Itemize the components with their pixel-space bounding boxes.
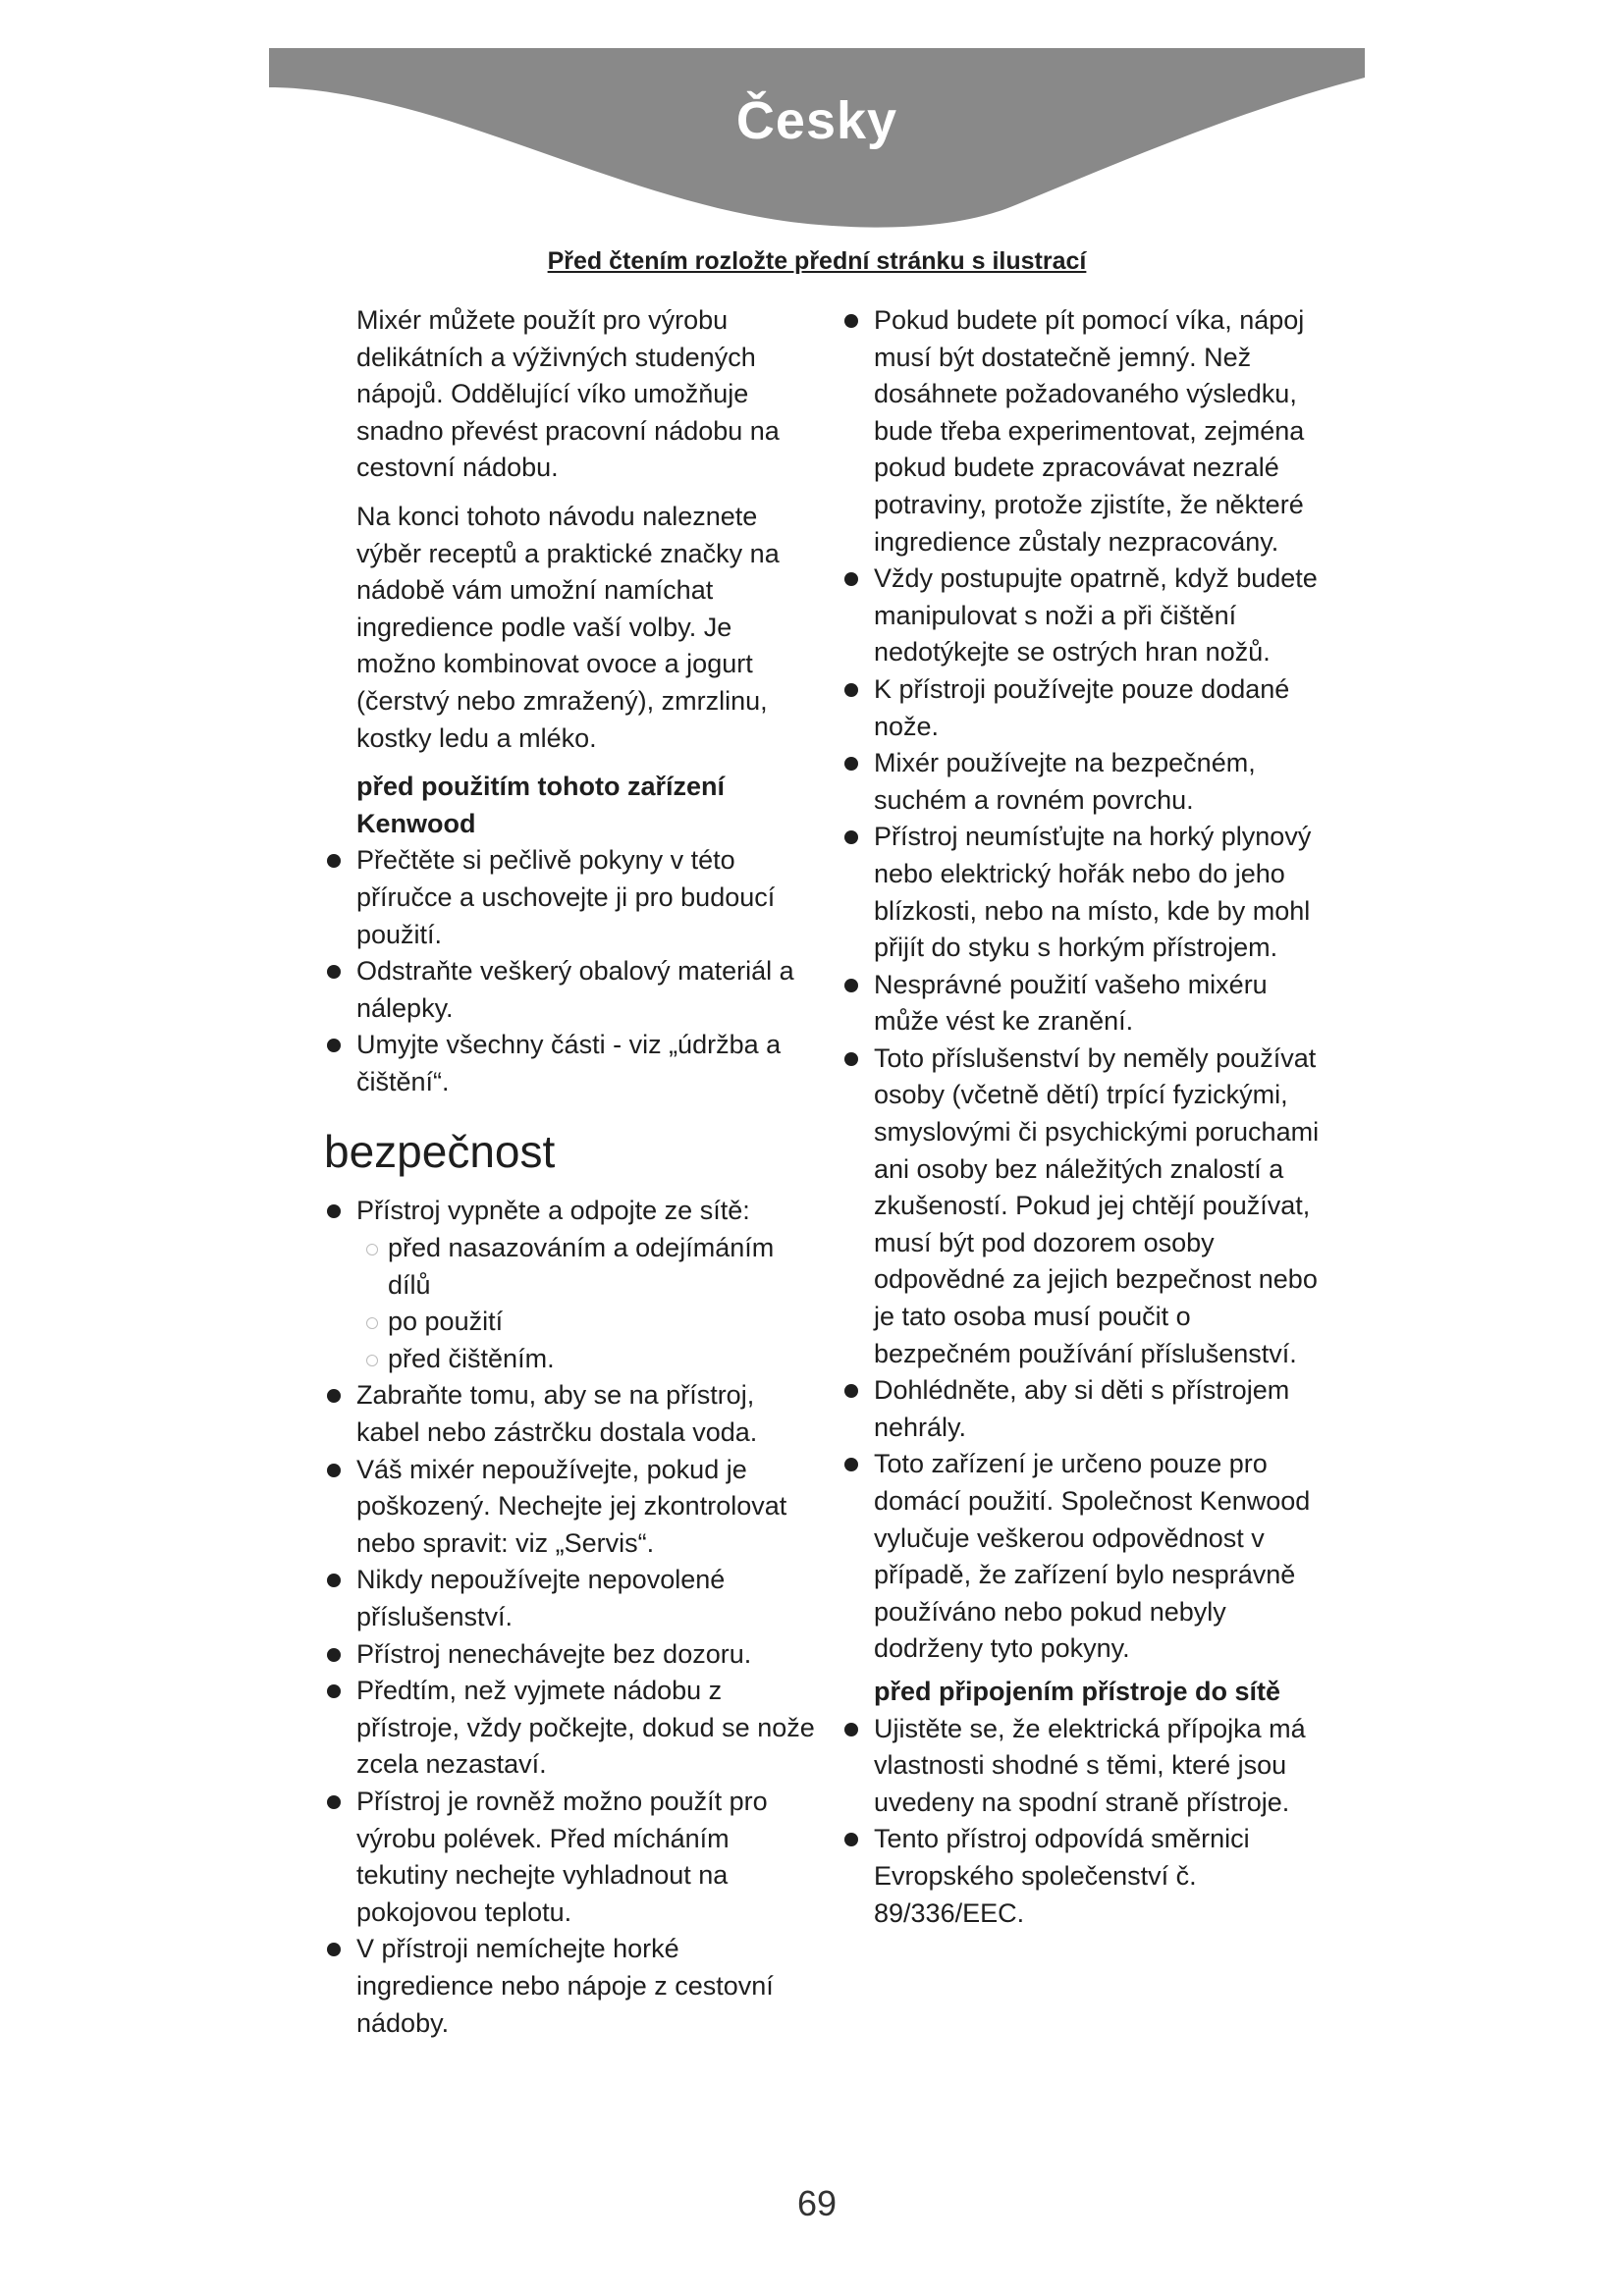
list-item: Pokud budete pít pomocí víka, nápoj musí být dostatečně jemný. Než dosáhnete požadovaného výsledku, bude třeba experimentovat, zejména pokud budete zpracovávat nezralé potraviny, protože zjistíte, že některé ingredience zůstaly nezpracovány. — [841, 302, 1332, 561]
list-item: Váš mixér nepoužívejte, pokud je poškozený. Nechejte jej zkontrolovat nebo spravit: viz „Servis“. — [324, 1452, 815, 1563]
safety-heading: bezpečnost — [324, 1126, 556, 1178]
list-item: Přístroj je rovněž možno použít pro výrobu polévek. Před mícháním tekutiny nechejte vyhladnout na pokojovou teplotu. — [324, 1784, 815, 1931]
list-item: Toto zařízení je určeno pouze pro domácí použití. Společnost Kenwood vylučuje veškerou odpovědnost v případě, že zařízení bylo nesprávně používáno nebo pokud nebyly dodrženy tyto pokyny. — [841, 1446, 1332, 1668]
page-number: 69 — [796, 2183, 838, 2223]
sub-list-item: před nasazováním a odejímáním dílů — [324, 1230, 815, 1304]
language-title: Česky — [735, 91, 898, 150]
before-use-list — [324, 842, 815, 1100]
list-item: Vždy postupujte opatrně, když budete manipulovat s noži a při čištění nedotýkejte se ostrých hran nožů. — [841, 561, 1332, 671]
sub-list-item: před čištěním. — [324, 1341, 815, 1378]
list-item: K přístroji používejte pouze dodané nože. — [841, 671, 1332, 745]
list-item: Přístroj vypněte a odpojte ze sítě: — [324, 1193, 815, 1230]
intro-paragraph: Na konci tohoto návodu naleznete výběr receptů a praktické značky na nádobě vám umožní namíchat ingredience podle vaší volby. Je možno kombinovat ovoce a jogurt (čerstvý nebo zmražený), zmrzlinu, kostky ledu a mléko. — [356, 501, 780, 753]
list-item: Mixér používejte na bezpečném, suchém a rovném povrchu. — [841, 745, 1332, 819]
list-item: Nesprávné použití vašeho mixéru může vést ke zranění. — [841, 967, 1332, 1041]
safety-list-continued — [841, 302, 1332, 1668]
list-item: Ujistěte se, že elektrická přípojka má vlastnosti shodné s těmi, které jsou uvedeny na spodní straně přístroje. — [841, 1711, 1332, 1822]
list-item: Nikdy nepoužívejte nepovolené příslušenství. — [324, 1562, 815, 1635]
list-item: Přístroj nenechávejte bez dozoru. — [324, 1636, 815, 1674]
mains-heading: před připojením přístroje do sítě — [874, 1676, 1281, 1706]
page-subtitle: Před čtením rozložte přední stránku s ilustrací — [547, 247, 1087, 275]
list-item: Přečtěte si pečlivě pokyny v této příručce a uschovejte ji pro budoucí použití. — [324, 842, 815, 953]
left-column — [324, 302, 815, 2042]
list-item: Přístroj neumísťujte na horký plynový nebo elektrický hořák nebo do jeho blízkosti, nebo na místo, kde by mohl přijít do styku s horkým přístrojem. — [841, 819, 1332, 966]
list-item: Odstraňte veškerý obalový materiál a nálepky. — [324, 953, 815, 1027]
list-item: Umyjte všechny části - viz „údržba a čištění“. — [324, 1027, 815, 1100]
right-column — [841, 302, 1332, 1932]
before-use-heading: před použitím tohoto zařízení Kenwood — [356, 772, 725, 838]
list-item: V přístroji nemíchejte horké ingredience nebo nápoje z cestovní nádoby. — [324, 1931, 815, 2042]
list-item: Zabraňte tomu, aby se na přístroj, kabel nebo zástrčku dostala voda. — [324, 1377, 815, 1451]
intro-paragraph: Mixér můžete použít pro výrobu delikátních a výživných studených nápojů. Oddělující víko umožňuje snadno převést pracovní nádobu na cestovní nádobu. — [356, 305, 780, 483]
safety-list — [324, 1193, 815, 2042]
list-item: Toto příslušenství by neměly používat osoby (včetně dětí) trpící fyzickými, smyslovými či psychickými poruchami ani osoby bez náležitých znalostí a zkušeností. Pokud jej chtějí používat, musí být pod dozorem osoby odpovědné za jejich bezpečnost nebo je tato osoba musí poučit o bezpečném používání příslušenství. — [841, 1041, 1332, 1372]
list-item: Tento přístroj odpovídá směrnici Evropského společenství č. 89/336/EEC. — [841, 1821, 1332, 1932]
list-item: Předtím, než vyjmete nádobu z přístroje, vždy počkejte, dokud se nože zcela nezastaví. — [324, 1673, 815, 1784]
mains-list — [841, 1711, 1332, 1933]
list-item: Dohlédněte, aby si děti s přístrojem nehrály. — [841, 1372, 1332, 1446]
sub-list-item: po použití — [324, 1304, 815, 1341]
